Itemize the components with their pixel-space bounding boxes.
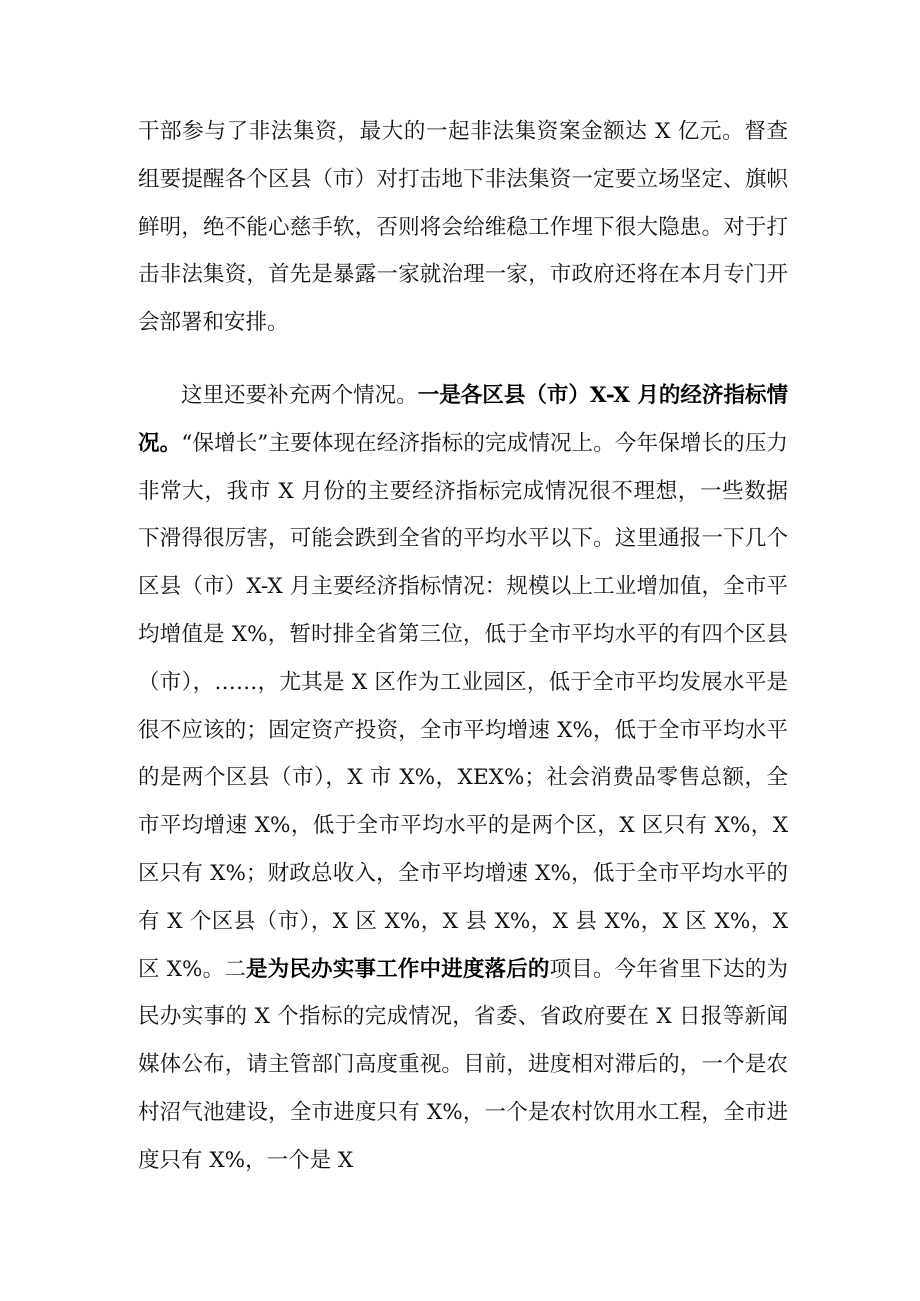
paragraph-text-intro: 这里还要补充两个情况。 [181, 383, 418, 408]
paragraph-supplementary-situations [138, 372, 788, 1185]
paragraph-text: 干部参与了非法集资，最大的一起非法集资案金额达 X 亿元。督查组要提醒各个区县（市）对打击地下非法集资一定要立场坚定、旗帜鲜明，绝不能心慈手软，否则将会给维稳工作埋下很大隐患。对于打击非法集资，首先是暴露一家就治理一家，市政府还将在本月专门开会部署和安排。 [138, 119, 788, 336]
paragraph-illegal-fundraising [138, 108, 788, 347]
heading-lagging-projects: 是为民办实事工作中进度落后的 [246, 956, 550, 982]
paragraph-text-projects: 项目。今年省里下达的为民办实事的 X 个指标的完成情况，省委、省政府要在 X 日报等新闻媒体公布，请主管部门高度重视。目前，进度相对滞后的，一个是农村沼气池建设，全市进度只有 X%，一个是农村饮用水工程，全市进度只有 X%，一个是 X [138, 956, 788, 1173]
paragraph-text-indicators: “保增长”主要体现在经济指标的完成情况上。今年保增长的压力非常大，我市 X 月份的主要经济指标完成情况很不理想，一些数据下滑得很厉害，可能会跌到全省的平均水平以下。这里通报一下几个区县（市）X-X 月主要经济指标情况：规模以上工业增加值，全市平均增值是 X%，暂时排全省第三位，低于全市平均水平的有四个区县（市），……，尤其是 X 区作为工业园区，低于全市平均发展水平是很不应该的；固定资产投资，全市平均增速 X%，低于全市平均水平的是两个区县（市），X 市 X%，XEX%；社会消费品零售总额，全市平均增速 X%，低于全市平均水平的是两个区，X 区只有 X%，X 区只有 X%；财政总收入，全市平均增速 X%，低于全市平均水平的有 X 个区县（市），X 区 X%，X 县 X%，X 县 X%，X 区 X%，X 区 X%。二 [138, 430, 788, 982]
heading-economic-indicators: 一是各区县（市）X-X 月的经济指标情况。 [138, 383, 788, 456]
